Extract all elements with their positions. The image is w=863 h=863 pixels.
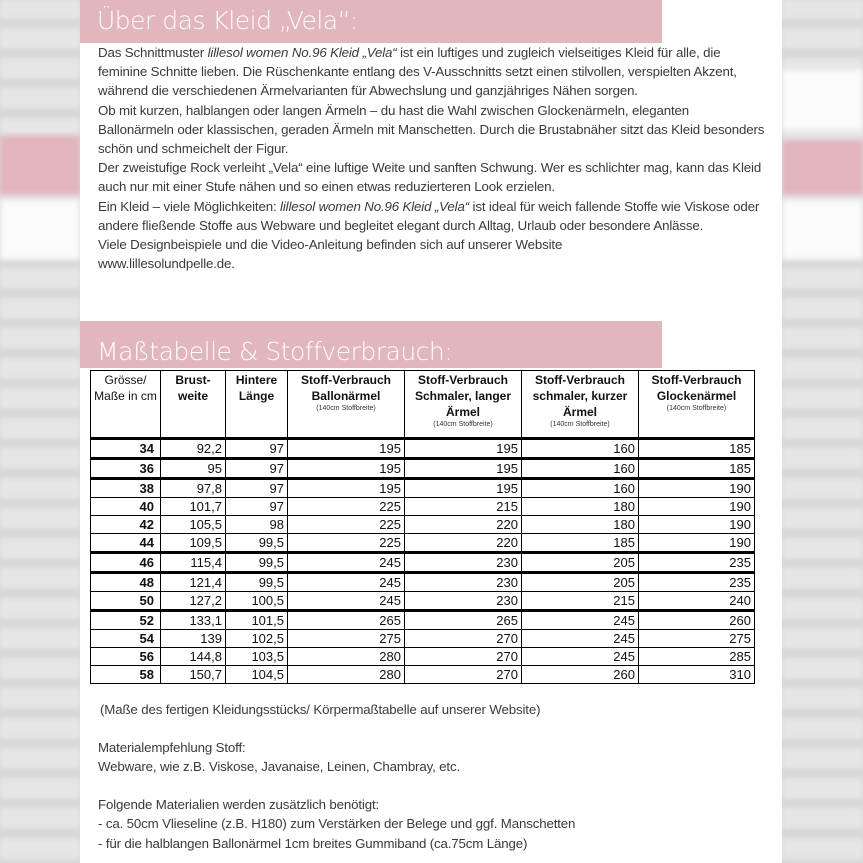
cell-short-sleeve: 245 — [522, 648, 639, 666]
cell-bell-sleeve: 275 — [639, 630, 755, 648]
cell-long-sleeve: 195 — [405, 439, 522, 459]
intro-paragraph-2: Ob mit kurzen, halblangen oder langen Ärmeln – du hast die Wahl zwischen Glockenärmeln, eleganten Ballonärmeln oder klassischen, geraden Ärmeln mit Manschetten. Durch die Brustabnäher sitzt das Kleid besonders schön und schmeichelt der Figur. — [98, 102, 765, 157]
cell-bell-sleeve: 235 — [639, 553, 755, 573]
cell-long-sleeve: 230 — [405, 553, 522, 573]
intro-p4-end: ist ideal für weich fallende Stoffe wie Viskose oder andere fließende Stoffe aus Webware und begleitet elegant durch Alltag, Urlaub oder besondere Anlässe. — [98, 198, 760, 233]
cell-bust: 92,2 — [161, 439, 226, 459]
cell-back-length: 104,5 — [226, 666, 288, 684]
intro-paragraph-4 — [98, 197, 768, 235]
cell-size: 40 — [91, 498, 161, 516]
extra-materials-heading: Folgende Materialien werden zusätzlich benötigt: — [98, 797, 380, 812]
cell-size: 44 — [91, 534, 161, 553]
table-row — [91, 630, 755, 648]
cell-balloon-sleeve: 195 — [288, 479, 405, 498]
table-row — [91, 553, 755, 573]
cell-balloon-sleeve: 245 — [288, 573, 405, 592]
cell-bust: 121,4 — [161, 573, 226, 592]
cell-bust: 95 — [161, 459, 226, 479]
cell-bust: 133,1 — [161, 611, 226, 630]
cell-long-sleeve: 270 — [405, 648, 522, 666]
cell-long-sleeve: 265 — [405, 611, 522, 630]
header-bust: Brust-weite — [161, 371, 226, 439]
table-section-banner — [80, 321, 662, 368]
cell-bust: 127,2 — [161, 592, 226, 611]
fabric-heading: Materialempfehlung Stoff: — [98, 740, 246, 755]
table-row — [91, 648, 755, 666]
intro-paragraph-1 — [98, 43, 768, 101]
table-row — [91, 534, 755, 553]
cell-bust: 109,5 — [161, 534, 226, 553]
cell-bust: 150,7 — [161, 666, 226, 684]
cell-long-sleeve: 230 — [405, 592, 522, 611]
cell-short-sleeve: 160 — [522, 459, 639, 479]
cell-bell-sleeve: 185 — [639, 439, 755, 459]
extra-material-item: - für die halblangen Ballonärmel 1cm breites Gummiband (ca.75cm Länge) — [98, 836, 528, 851]
table-row — [91, 516, 755, 534]
cell-back-length: 101,5 — [226, 611, 288, 630]
cell-size: 48 — [91, 573, 161, 592]
cell-balloon-sleeve: 280 — [288, 648, 405, 666]
cell-short-sleeve: 185 — [522, 534, 639, 553]
cell-size: 42 — [91, 516, 161, 534]
cell-bell-sleeve: 190 — [639, 516, 755, 534]
intro-text — [98, 43, 768, 273]
cell-balloon-sleeve: 225 — [288, 534, 405, 553]
cell-balloon-sleeve: 225 — [288, 516, 405, 534]
table-row — [91, 498, 755, 516]
cell-balloon-sleeve: 280 — [288, 666, 405, 684]
cell-bell-sleeve: 285 — [639, 648, 755, 666]
cell-short-sleeve: 180 — [522, 516, 639, 534]
cell-size: 50 — [91, 592, 161, 611]
cell-short-sleeve: 180 — [522, 498, 639, 516]
cell-short-sleeve: 160 — [522, 439, 639, 459]
table-row — [91, 439, 755, 459]
cell-back-length: 99,5 — [226, 553, 288, 573]
cell-long-sleeve: 270 — [405, 666, 522, 684]
cell-short-sleeve: 205 — [522, 573, 639, 592]
cell-size: 54 — [91, 630, 161, 648]
size-table — [90, 370, 755, 684]
cell-bust: 101,7 — [161, 498, 226, 516]
cell-balloon-sleeve: 245 — [288, 592, 405, 611]
cell-bust: 139 — [161, 630, 226, 648]
cell-back-length: 97 — [226, 498, 288, 516]
table-row — [91, 479, 755, 498]
intro-paragraph-5: Viele Designbeispiele und die Video-Anleitung befinden sich auf unserer Website — [98, 237, 563, 253]
cell-balloon-sleeve: 245 — [288, 553, 405, 573]
cell-size: 36 — [91, 459, 161, 479]
cell-size: 38 — [91, 479, 161, 498]
intro-p1-start: Das Schnittmuster — [98, 45, 208, 60]
cell-bell-sleeve: 235 — [639, 573, 755, 592]
header-size: Grösse/ Maße in cm — [91, 371, 161, 439]
cell-size: 58 — [91, 666, 161, 684]
cell-short-sleeve: 245 — [522, 630, 639, 648]
intro-paragraph-3: Der zweistufige Rock verleiht „Vela“ eine luftige Weite und sanften Schwung. Wer es schlichter mag, kann das Kleid auch nur mit einer Stufe nähen und so einen etwas reduzierteren Look erzielen. — [98, 160, 762, 195]
cell-back-length: 102,5 — [226, 630, 288, 648]
cell-short-sleeve: 245 — [522, 611, 639, 630]
table-title: Maßtabelle & Stoffverbrauch: — [97, 337, 453, 366]
cell-size: 46 — [91, 553, 161, 573]
cell-short-sleeve: 205 — [522, 553, 639, 573]
header-short-sleeve: Stoff-Verbrauch schmaler, kurzer Ärmel (140cm Stoffbreite) — [522, 371, 639, 439]
header-back-length: Hintere Länge — [226, 371, 288, 439]
cell-bell-sleeve: 190 — [639, 479, 755, 498]
document-page — [80, 0, 782, 863]
cell-bell-sleeve: 310 — [639, 666, 755, 684]
cell-bust: 144,8 — [161, 648, 226, 666]
table-row — [91, 611, 755, 630]
cell-balloon-sleeve: 195 — [288, 439, 405, 459]
cell-bell-sleeve: 260 — [639, 611, 755, 630]
cell-balloon-sleeve: 225 — [288, 498, 405, 516]
header-balloon-sleeve: Stoff-Verbrauch Ballonärmel (140cm Stoffbreite) — [288, 371, 405, 439]
cell-short-sleeve: 215 — [522, 592, 639, 611]
cell-long-sleeve: 270 — [405, 630, 522, 648]
table-row — [91, 592, 755, 611]
cell-long-sleeve: 220 — [405, 534, 522, 553]
cell-bust: 97,8 — [161, 479, 226, 498]
cell-long-sleeve: 215 — [405, 498, 522, 516]
about-title: Über das Kleid „Vela“: — [97, 6, 358, 35]
cell-long-sleeve: 195 — [405, 479, 522, 498]
fabric-text: Webware, wie z.B. Viskose, Javanaise, Leinen, Chambray, etc. — [98, 759, 461, 774]
pattern-name: lillesol women No.96 Kleid „Vela“ — [207, 45, 397, 60]
pattern-name: lillesol women No.96 Kleid „Vela“ — [280, 198, 469, 214]
cell-balloon-sleeve: 195 — [288, 459, 405, 479]
cell-back-length: 99,5 — [226, 573, 288, 592]
website-link[interactable]: www.lillesolundpelle.de. — [98, 256, 235, 272]
table-row — [91, 666, 755, 684]
cell-long-sleeve: 230 — [405, 573, 522, 592]
cell-bell-sleeve: 190 — [639, 534, 755, 553]
extra-material-item: - ca. 50cm Vlieseline (z.B. H180) zum Verstärken der Belege und ggf. Manschetten — [98, 816, 576, 831]
cell-long-sleeve: 195 — [405, 459, 522, 479]
table-header-row — [91, 371, 755, 439]
cell-bust: 105,5 — [161, 516, 226, 534]
cell-back-length: 97 — [226, 459, 288, 479]
cell-back-length: 98 — [226, 516, 288, 534]
intro-p1-end: ist ein luftiges und zugleich vielseitiges Kleid für alle, die feminine Schnitte lieben. Die Rüschenkante entlang des V-Ausschnitts setzt einen stilvollen, verspielten Akzent, während die verschiedenen Ärmelvarianten für Abwechslung und ganzjähriges Nähen sorgen. — [98, 45, 737, 99]
cell-short-sleeve: 160 — [522, 479, 639, 498]
cell-back-length: 97 — [226, 479, 288, 498]
blurred-backdrop-right — [782, 0, 863, 863]
cell-balloon-sleeve: 265 — [288, 611, 405, 630]
cell-size: 34 — [91, 439, 161, 459]
cell-bell-sleeve: 185 — [639, 459, 755, 479]
cell-size: 52 — [91, 611, 161, 630]
table-row — [91, 573, 755, 592]
cell-size: 56 — [91, 648, 161, 666]
intro-p4-start: Ein Kleid – viele Möglichkeiten: — [98, 198, 281, 214]
cell-back-length: 100,5 — [226, 592, 288, 611]
header-long-sleeve: Stoff-Verbrauch Schmaler, langer Ärmel (140cm Stoffbreite) — [405, 371, 522, 439]
cell-back-length: 97 — [226, 439, 288, 459]
cell-short-sleeve: 260 — [522, 666, 639, 684]
table-row — [91, 459, 755, 479]
cell-bell-sleeve: 190 — [639, 498, 755, 516]
cell-bust: 115,4 — [161, 553, 226, 573]
blurred-backdrop-left — [0, 0, 80, 863]
cell-back-length: 99,5 — [226, 534, 288, 553]
cell-bell-sleeve: 240 — [639, 592, 755, 611]
table-note: (Maße des fertigen Kleidungsstücks/ Körpermaßtabelle auf unserer Website) — [100, 702, 541, 717]
about-section-banner — [80, 0, 662, 43]
header-bell-sleeve: Stoff-Verbrauch Glockenärmel (140cm Stoffbreite) — [639, 371, 755, 439]
cell-long-sleeve: 220 — [405, 516, 522, 534]
cell-balloon-sleeve: 275 — [288, 630, 405, 648]
cell-back-length: 103,5 — [226, 648, 288, 666]
